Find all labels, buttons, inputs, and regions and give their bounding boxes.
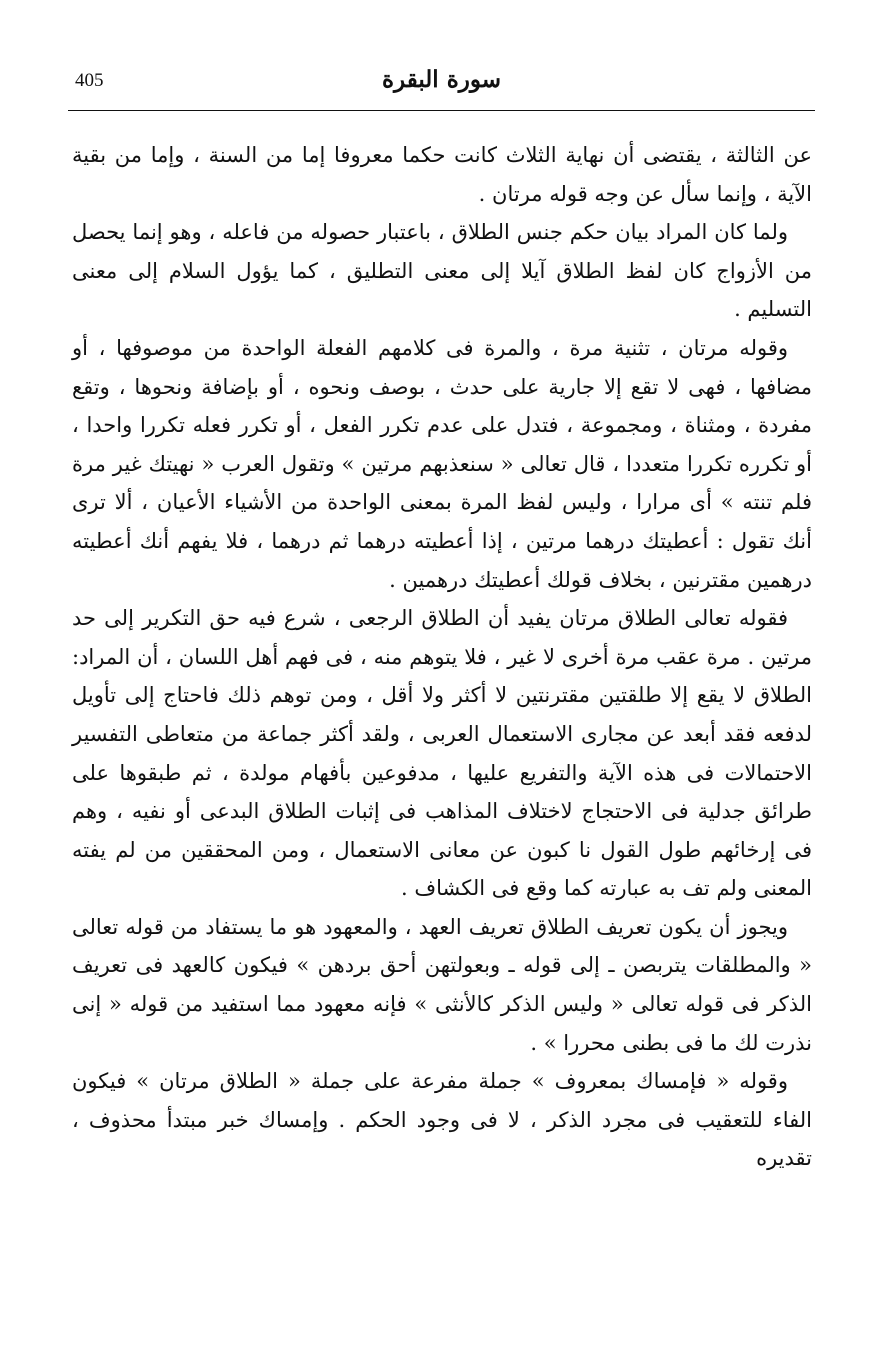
body-text bbox=[72, 136, 812, 1178]
running-header-title: سورة البقرة bbox=[381, 66, 502, 93]
page-number: 405 bbox=[75, 70, 104, 91]
paragraph: ولما كان المراد بيان حكم جنس الطلاق ، باعتبار حصوله من فاعله ، وهو إنما يحصل من الأزواج كان لفظ الطلاق آيلا إلى معنى التطليق ، كما يؤول السلام إلى معنى التسليم . bbox=[72, 220, 812, 322]
paragraph: وقوله « فإمساك بمعروف » جملة مفرعة على جملة « الطلاق مرتان » فيكون الفاء للتعقيب فى مجرد الذكر ، لا فى وجود الحكم . وإمساك خبر مبتدأ محذوف ، تقديره bbox=[72, 1069, 812, 1171]
header-rule bbox=[68, 110, 815, 111]
paragraph: ويجوز أن يكون تعريف الطلاق تعريف العهد ، والمعهود هو ما يستفاد من قوله تعالى « والمطلقات يتربصن ـ إلى قوله ـ وبعولتهن أحق بردهن » فيكون كالعهد فى تعريف الذكر فى قوله تعالى « وليس الذكر كالأنثى » فإنه معهود مما استفيد من قوله « إنى نذرت لك ما فى بطنى محررا » . bbox=[72, 914, 812, 1055]
paragraph: عن الثالثة ، يقتضى أن نهاية الثلاث كانت حكما معروفا إما من السنة ، وإما من بقية الآية ، وإنما سأل عن وجه قوله مرتان . bbox=[72, 143, 812, 206]
paragraph: فقوله تعالى الطلاق مرتان يفيد أن الطلاق الرجعى ، شرع فيه حق التكرير إلى حد مرتين . مرة عقب مرة أخرى لا غير ، فلا يتوهم منه ، فى فهم أهل اللسان ، أن المراد: الطلاق لا يقع إلا طلقتين مقترنتين لا أكثر ولا أقل ، ومن توهم ذلك فاحتاج إلى تأويل لدفعه فقد أبعد عن مجارى الاستعمال العربى ، ولقد أكثر جماعة من متعاطى التفسير الاحتمالات فى هذه الآية والتفريع عليها ، مدفوعين بأفهام مولدة ، ثم طبقوها على طرائق جدلية فى الاحتجاج لاختلاف المذاهب فى إثبات الطلاق البدعى أو نفيه ، وهم فى إرخائهم طول القول نا كبون عن معانى الاستعمال ، ومن المحققين من لم يفته المعنى ولم تف به عبارته كما وقع فى الكشاف . bbox=[72, 606, 812, 901]
paragraph: وقوله مرتان ، تثنية مرة ، والمرة فى كلامهم الفعلة الواحدة من موصوفها ، أو مضافها ، فهى لا تقع إلا جارية على حدث ، بوصف ونحوه ، أو بإضافة ونحوها ، وتقع مفردة ، ومثناة ، ومجموعة ، فتدل على عدم تكرر الفعل ، أو تكرر فعله تكررا واحدا ، أو تكرره تكررا متعددا ، قال تعالى « سنعذبهم مرتين » وتقول العرب « نهيتك غير مرة فلم تنته » أى مرارا ، وليس لفظ المرة بمعنى الواحدة من الأشياء الأعيان ، ألا ترى أنك تقول : أعطيتك درهما مرتين ، إذا أعطيته درهما ثم درهما ، فلا يفهم أنك أعطيته درهمين مقترنين ، بخلاف قولك أعطيتك درهمين . bbox=[72, 335, 812, 592]
